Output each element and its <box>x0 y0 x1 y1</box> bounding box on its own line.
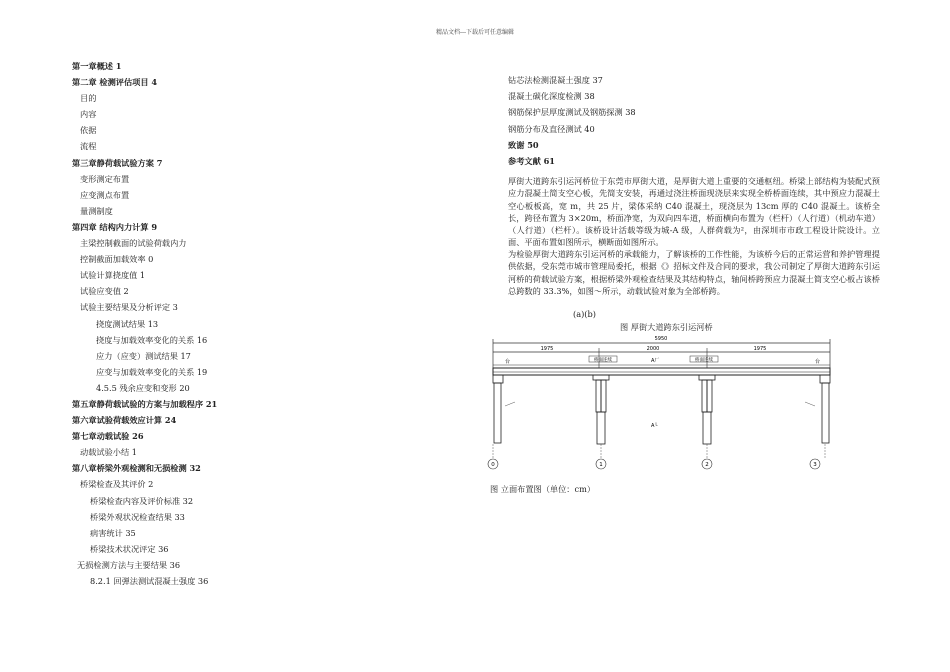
bridge-elevation-drawing <box>485 330 845 480</box>
intro-paragraph: 厚街大道跨东引运河桥位于东莞市厚街大道，是厚街大道上重要的交通枢纽。桥梁上部结构为装配式预应力混凝土简支空心板，先简支安装，再通过浇注桥面现浇层来实现全桥桥面连续，其中预应力混凝土空心板板高，宽 m，共 25 片，梁体采纳 C40 混凝土，现浇层为 13cm 厚的 C40 混凝土。该桥全长，跨径布置为 3×20m，桥面净宽，为双向四车道，桥面横向布置为（栏杆）（人行道）（机动车道）（人行道）（栏杆）。该桥设计活载等级为城-A 级，人群荷载为²，由深圳市市政工程设计院设计。立面、平面布置如图所示，横断面如图所示。 <box>508 176 880 248</box>
toc-entry[interactable]: 内容 <box>80 109 97 120</box>
toc-entry[interactable]: 桥梁检查及其评价 2 <box>80 479 154 490</box>
section-mark-top: A厂 <box>651 358 660 364</box>
toc-entry[interactable]: 桥梁外观状况检查结果 33 <box>90 511 185 522</box>
total-dimension: 5950 <box>654 336 668 342</box>
toc-entry[interactable]: 挠度与加载效率变化的关系 16 <box>96 334 208 345</box>
toc-entry[interactable]: 变形测定布置 <box>80 173 130 184</box>
toc-entry[interactable]: 桥梁检查内容及评价标准 32 <box>90 495 194 506</box>
purpose-paragraph: 为检验厚街大道跨东引运河桥的承载能力，了解该桥的工作性能，为该桥今后的正常运营和养护管理提供依据，受东莞市城市管理局委托，根据《》招标文件及合同的要求，我公司制定了厚街大道跨东引运河桥的荷载试验方案，根据桥梁外观检查结果及其结构特点，轴间桥跨预应力混凝土简支空心板占该桥总跨数的 33.3%，如图～所示，动载试验对象为全部桥跨。 <box>508 249 880 296</box>
axis-label-1: 1 <box>599 462 603 468</box>
dimension-left: 1975 <box>540 346 554 352</box>
table-of-contents <box>72 58 402 589</box>
toc-entry[interactable]: 8.2.1 回弹法测试混凝土强度 36 <box>90 576 209 586</box>
toc-entry[interactable]: 无损检测方法与主要结果 36 <box>77 559 181 570</box>
toc-entry[interactable]: 控制截面加载效率 0 <box>80 254 154 265</box>
toc-entry[interactable]: 钢筋分布及直径测试 40 <box>508 123 595 134</box>
toc-entry[interactable]: 应变测点布置 <box>80 189 130 200</box>
page-header: 精品文档---下载后可任意编辑 <box>435 29 515 36</box>
toc-entry[interactable]: 流程 <box>80 141 97 152</box>
toc-entry[interactable]: 第八章桥梁外观检测和无损检测 32 <box>72 463 201 474</box>
toc-entry[interactable]: 第二章 检测评估项目 4 <box>72 77 158 88</box>
toc-entry[interactable]: 致谢 50 <box>508 139 539 150</box>
toc-entry[interactable]: 第六章试验荷载效应计算 24 <box>72 415 177 426</box>
subfigure-labels: (a)(b) <box>573 309 596 319</box>
toc-entry[interactable]: 第七章动载试验 26 <box>72 431 144 442</box>
toc-entry[interactable]: 病害统计 35 <box>90 527 136 538</box>
toc-entry[interactable]: 依据 <box>80 125 97 136</box>
axis-label-2: 2 <box>705 462 709 468</box>
toc-entry[interactable]: 应变与加载效率变化的关系 19 <box>96 366 208 377</box>
table-of-contents-continued <box>508 72 878 169</box>
dimension-right: 1975 <box>753 346 767 352</box>
toc-entry[interactable]: 目的 <box>80 93 97 104</box>
toc-entry[interactable]: 第四章 结构内力计算 9 <box>72 221 158 232</box>
toc-entry[interactable]: 试验应变值 2 <box>80 286 129 297</box>
toc-entry[interactable]: 混凝土碳化深度检测 38 <box>508 91 595 102</box>
toc-entry[interactable]: 参考文献 61 <box>508 156 555 167</box>
figure-title: 图 厚街大道跨东引运河桥 <box>620 322 713 332</box>
toc-entry[interactable]: 量测制度 <box>80 205 113 216</box>
axis-label-3: 3 <box>813 462 817 468</box>
toc-entry[interactable]: 4.5.5 残余应变和变形 20 <box>96 382 190 393</box>
toc-entry[interactable]: 应力（应变）测试结果 17 <box>96 350 191 361</box>
joint-left-label: 桥面连续 <box>594 358 612 363</box>
toc-entry[interactable]: 钢筋保护层厚度测试及钢筋探测 38 <box>508 107 636 118</box>
section-mark-bottom: A└ <box>651 423 658 429</box>
toc-entry[interactable]: 桥梁技术状况评定 36 <box>90 543 169 554</box>
toc-entry[interactable]: 主梁控制截面的试验荷载内力 <box>80 238 187 249</box>
toc-entry[interactable]: 挠度测试结果 13 <box>96 318 159 329</box>
figure-caption: 图 立面布置图（单位：cm） <box>490 484 596 494</box>
toc-entry[interactable]: 试验主要结果及分析评定 3 <box>80 302 178 313</box>
toc-entry[interactable]: 第一章概述 1 <box>72 61 122 71</box>
toc-entry[interactable]: 第五章静荷载试验的方案与加载程序 21 <box>72 398 218 409</box>
axis-label-0: 0 <box>491 462 495 468</box>
toc-entry[interactable]: 钻芯法检测混凝土强度 37 <box>508 75 603 85</box>
toc-entry[interactable]: 第三章静荷载试验方案 7 <box>72 157 163 168</box>
right-abutment-label: 台 <box>815 359 821 365</box>
joint-right-label: 桥面连续 <box>695 358 713 363</box>
left-abutment-label: 台 <box>505 359 511 365</box>
dimension-middle: 2000 <box>646 346 660 352</box>
toc-entry[interactable]: 动载试验小结 1 <box>80 447 137 458</box>
toc-entry[interactable]: 试验计算挠度值 1 <box>80 270 146 281</box>
